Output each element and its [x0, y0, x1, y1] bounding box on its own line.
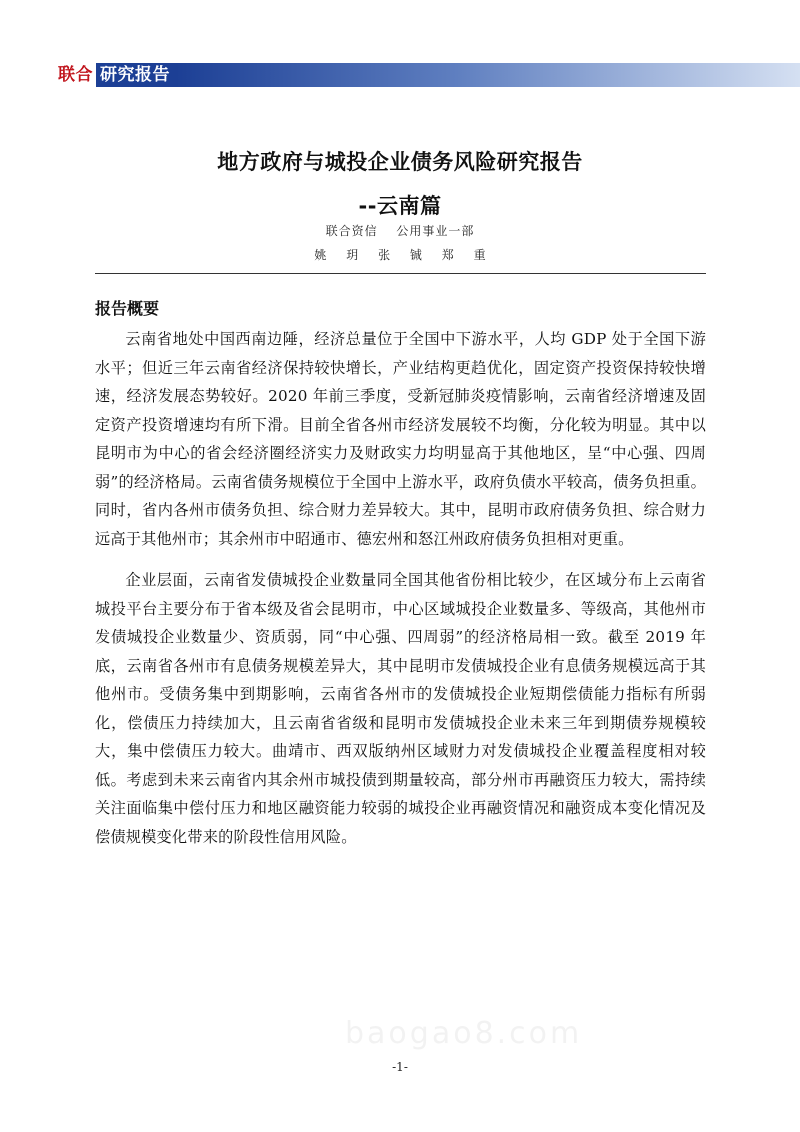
organization-line	[0, 222, 800, 239]
brand-label: 联合	[58, 65, 93, 85]
authors-line	[0, 246, 800, 263]
page-number: -1-	[392, 1060, 408, 1074]
watermark: baogao8.com	[345, 1016, 583, 1051]
org-department: 公用事业一部	[396, 224, 475, 238]
author-char: 铖	[409, 248, 422, 262]
author-char: 姚	[314, 248, 327, 262]
author-char: 玥	[346, 248, 359, 262]
author-char: 郑	[441, 248, 454, 262]
document-title: 地方政府与城投企业债务风险研究报告	[217, 150, 583, 174]
report-header-bar	[58, 63, 800, 87]
section-heading: 报告概要	[95, 299, 160, 318]
author-char: 张	[378, 248, 391, 262]
author-char: 重	[473, 248, 486, 262]
paragraph: 企业层面，云南省发债城投企业数量同全国其他省份相比较少，在区域分布上云南省城投平台主要分布于省本级及省会昆明市，中心区域城投企业数量多、等级高，其他州市发债城投企业数量少、资质弱，同“中心强、四周弱”的经济格局相一致。截至 2019 年底，云南省各州市有息债务规模差异大，其中昆明市发债城投企业有息债务规模远高于其他州市。受债务集中到期影响，云南省各州市的发债城投企业短期偿债能力指标有所弱化，偿债压力持续加大，且云南省省级和昆明市发债城投企业未来三年到期债券规模较大，集中偿债压力较大。曲靖市、西双版纳州区域财力对发债城投企业覆盖程度相对较低。考虑到未来云南省内其余州市城投债到期量较高，部分州市再融资压力较大，需持续关注面临集中偿付压力和地区融资能力较弱的城投企业再融资情况和融资成本变化情况及偿债规模变化带来的阶段性信用风险。	[95, 571, 706, 846]
org-name: 联合资信	[325, 224, 378, 238]
title-divider	[95, 273, 706, 274]
paragraph: 云南省地处中国西南边陲，经济总量位于全国中下游水平，人均 GDP 处于全国下游水平；但近三年云南省经济保持较快增长，产业结构更趋优化，固定资产投资保持较快增速，经济发展态势较好。2020 年前三季度，受新冠肺炎疫情影响，云南省经济增速及固定资产投资增速均有所下滑。目前全省各州市经济发展较不均衡，分化较为明显。其中以昆明市为中心的省会经济圈经济实力及财政实力均明显高于其他地区，呈“中心强、四周弱”的经济格局。云南省债务规模位于全国中上游水平，政府负债水平较高，债务负担重。同时，省内各州市债务负担、综合财力差异较大。其中，昆明市政府债务负担、综合财力远高于其他州市；其余州市中昭通市、德宏州和怒江州政府债务负担相对更重。	[95, 330, 706, 548]
document-subtitle: --云南篇	[358, 194, 442, 218]
series-label: 研究报告	[96, 63, 176, 87]
summary-body	[95, 325, 706, 864]
header-gradient-band	[176, 63, 800, 87]
